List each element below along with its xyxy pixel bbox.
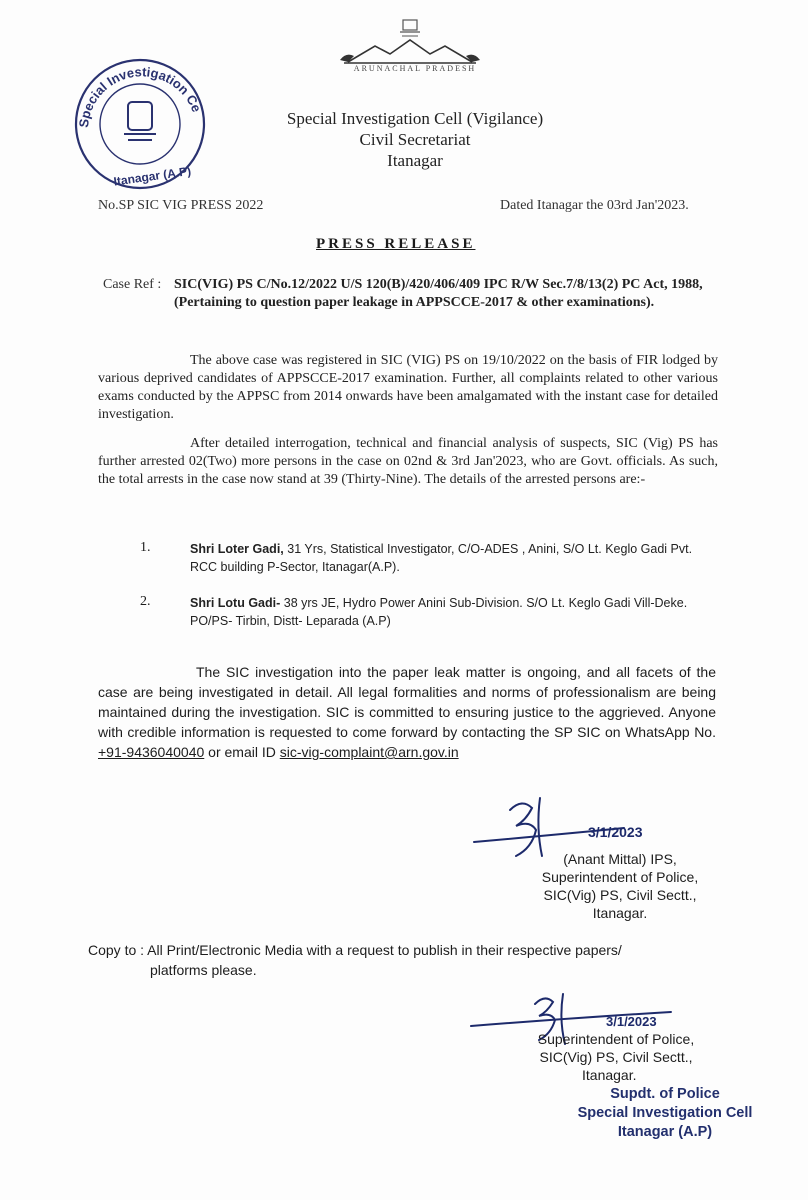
- svg-text:Itanagar (A.P): Itanagar (A.P): [112, 163, 192, 189]
- office-heading: [220, 108, 610, 171]
- paragraph-arrests: After detailed interrogation, technical and financial analysis of suspects, SIC (Vig) PS has further arrested 02(Two) more persons in the case on 02nd & 3rd Jan'2023, who are Govt. officials. As such, the total arrests in the case now stand at 39 (Thirty-Nine). The details of the arrested persons are:-: [98, 436, 718, 487]
- copy-to-continued: platforms please.: [150, 962, 257, 978]
- office-subname: Civil Secretariat: [359, 130, 471, 149]
- copy-to: [88, 940, 728, 980]
- arrested-details: 31 Yrs, Statistical Investigator, C/O-ADES , Anini, S/O Lt. Keglo Gadi Pvt. RCC building P-Sector, Itanagar(A.P).: [190, 542, 693, 574]
- signature-1-date: 3/1/2023: [588, 824, 643, 840]
- signatory-2-block: [516, 1030, 716, 1084]
- email-link[interactable]: sic-vig-complaint@arn.gov.in: [279, 744, 459, 760]
- case-ref-label: Case Ref :: [103, 277, 162, 292]
- arrested-name: Shri Lotu Gadi-: [190, 596, 281, 610]
- signatory-block: [520, 850, 720, 922]
- signatory-designation: Superintendent of Police,: [541, 869, 699, 885]
- list-item: [190, 540, 720, 576]
- reference-number: No.SP SIC VIG PRESS 2022: [98, 198, 264, 213]
- signatory-2-place: Itanagar.: [582, 1067, 637, 1083]
- list-item-number: 2.: [140, 594, 151, 609]
- office-stamp-line2: Special Investigation Cell: [577, 1105, 753, 1121]
- appeal-or-email: or email ID: [208, 744, 276, 760]
- signatory-name: (Anant Mittal) IPS,: [563, 851, 677, 867]
- signatory-2-unit: SIC(Vig) PS, Civil Sectt.,: [539, 1049, 693, 1065]
- state-name: ARUNACHAL PRADESH: [353, 64, 477, 73]
- arrested-details: 38 yrs JE, Hydro Power Anini Sub-Division. S/O Lt. Keglo Gadi Vill-Deke. PO/PS- Tirbin, Distt- Leparada (A.P): [190, 596, 688, 628]
- whatsapp-number-link[interactable]: +91-9436040040: [98, 744, 205, 760]
- signature-2-date: 3/1/2023: [606, 1014, 657, 1029]
- office-name: Special Investigation Cell (Vigilance): [286, 109, 544, 128]
- case-ref-text: SIC(VIG) PS C/No.12/2022 U/S 120(B)/420/406/409 IPC R/W Sec.7/8/13(2) PC Act, 1988, (Pertaining to question paper leakage in APPSCCE-2017 & other examinations).: [174, 277, 703, 310]
- paragraph-registration: The above case was registered in SIC (VIG) PS on 19/10/2022 on the basis of FIR lodged by various deprived candidates of APPSCCE-2017 examination. Further, all complaints related to other various exams conducted by the APPSC from 2014 onwards have been amalgamated with the instant case for detailed investigation.: [98, 353, 718, 422]
- office-stamp-line1: Supdt. of Police: [610, 1086, 720, 1102]
- signatory-place: Itanagar.: [592, 905, 648, 921]
- office-stamp: [565, 1085, 765, 1142]
- list-item-number: 1.: [140, 540, 151, 555]
- signatory-2-designation: Superintendent of Police,: [537, 1031, 695, 1047]
- paragraph-appeal: [98, 662, 716, 762]
- office-seal: [66, 48, 214, 198]
- arrested-name: Shri Loter Gadi,: [190, 542, 284, 556]
- office-city: Itanagar: [387, 151, 443, 170]
- copy-to-text: Copy to : All Print/Electronic Media with a request to publish in their respective papers/: [88, 942, 622, 958]
- reference-date: Dated Itanagar the 03rd Jan'2023.: [500, 198, 689, 213]
- signatory-unit: SIC(Vig) PS, Civil Sectt.,: [543, 887, 697, 903]
- list-item: [190, 594, 720, 630]
- svg-text:Special Investigation Cell: Special Investigation Ce: [75, 64, 205, 129]
- appeal-text: The SIC investigation into the paper leak matter is ongoing, and all facets of the case are being investigated in detail. All legal formalities and norms of professionalism are being maintained during the investigation. SIC is committed to ensuring justice to the aggrieved. Anyone with credible information is requested to come forward by contacting the SP SIC on WhatsApp No.: [98, 664, 716, 740]
- office-stamp-line3: Itanagar (A.P): [617, 1124, 713, 1140]
- document-title: PRESS RELEASE: [316, 236, 476, 252]
